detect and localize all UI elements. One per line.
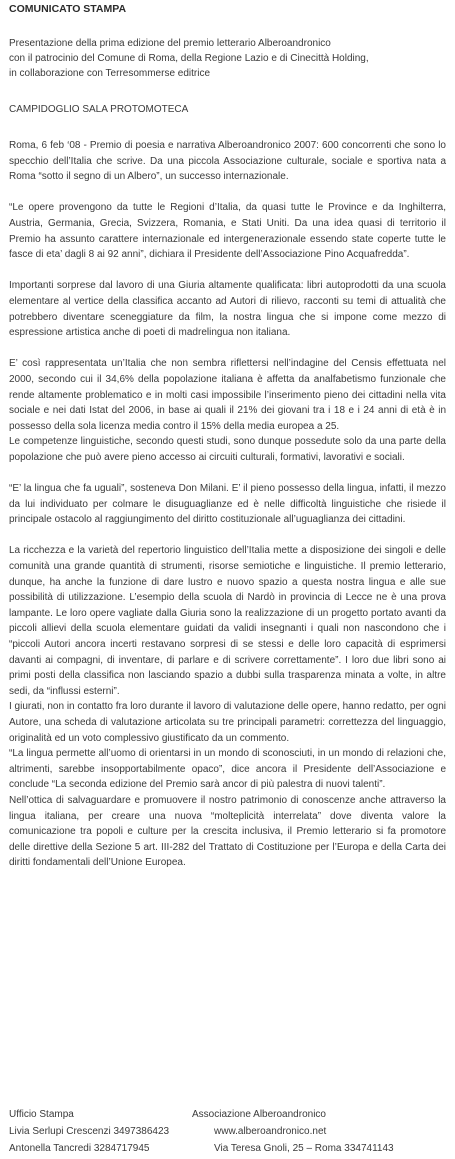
intro-line: con il patrocinio del Comune di Roma, della Regione Lazio e di Cinecittà Holding, [9,53,369,64]
press-contact: Livia Serlupi Crescenzi 3497386423 [9,1126,170,1137]
page-title: COMUNICATO STAMPA [9,3,127,15]
body-paragraph: I giurati, non in contatto fra loro durante il lavoro di valutazione delle opere, hanno redatto, per ogni Autore, una scheda di valutazione articolata su tre principali parametri: correttezza del linguaggio, originalità ed un voto complessivo giustificato da un commento. [9,701,446,744]
association-name: Associazione Alberoandronico [192,1109,326,1120]
body-paragraph: Roma, 6 feb ‘08 - Premio di poesia e narrativa Alberoandronico 2007: 600 concorrenti che sono lo specchio dell’Italia che scrive. Da una piccola Associazione culturale, sociale e sportiva nata a Roma “sotto il segno di un Albero”, un successo internazionale. [9,140,446,183]
event-location: CAMPIDOGLIO SALA PROTOMOTECA [9,104,189,115]
intro-block [9,36,446,81]
press-office-contacts [9,1106,192,1157]
body-paragraph: “La lingua permette all’uomo di orientarsi in un mondo di sconosciuti, in un mondo di relazioni che, altrimenti, sarebbe insopportabilmente opaco”, dice ancora il Presidente dell’Associazione e conclude “La seconda edizione del Premio sarà ancor di più palestra di nuovi talenti”. [9,748,446,791]
association-website[interactable]: www.alberoandronico.net [214,1126,327,1137]
body-paragraph: Importanti sorprese dal lavoro di una Giuria altamente qualificata: libri autoprodotti da una scuola elementare al vertice della classifica accanto ad Autori di rilievo, racconti su temi di attualità che potrebbero diventare sceneggiature da film, la nostra lingua che si impone come mezzo di espressione artistica anche di poeti di madrelingua non italiana. [9,280,446,339]
body-paragraph: Nell’ottica di salvaguardare e promuovere il nostro patrimonio di conoscenze anche attraverso la lingua italiana, per creare una nuova “molteplicità interrelata” dove diventa valore la comunicazione tra popoli e culture per la crescita inclusiva, il Premio letterario si fa promotore delle direttive della Sezione 5 art. III-282 del Trattato di Costituzione per l’Europa e della Carta dei diritti fondamentali dell’Unione Europea. [9,794,446,869]
body-paragraph: “Le opere provengono da tutte le Regioni d’Italia, da quasi tutte le Province e da Inghilterra, Austria, Germania, Grecia, Svizzera, Romania, e Stati Uniti. Da una idea quasi di territorio il Premio ha assunto carattere internazionale ed intergenerazionale essendo state coperte tutte le fasce di eta’ dagli 8 ai 92 anni”, dichiara il Presidente dell’Associazione Pino Acquafredda”. [9,202,446,261]
press-office-label: Ufficio Stampa [9,1109,74,1120]
body-paragraph: Le competenze linguistiche, secondo questi studi, sono dunque possedute solo da una parte della popolazione che può avere pieno accesso ai circuiti culturali, formativi, lavorativi e sociali. [9,436,446,463]
association-address: Via Teresa Gnoli, 25 – Roma 334741143 [214,1143,394,1154]
body-paragraph: E’ così rappresentata un’Italia che non sembra riflettersi nell’indagine del Censis effettuata nel 2000, secondo cui il 34,6% della popolazione italiana è affetta da analfabetismo funzionale che rende altamente problematico e in molti casi impossibile l’inserimento pieno dei cittadini nella vita sociale e nei dati Istat del 2006, in base ai quali il 21% dei giovani tra i 18 e i 24 anni di età è in possesso della sola licenza media contro il 15% della media europea a 25. [9,358,446,432]
press-contact: Antonella Tancredi 3284717945 [9,1143,150,1154]
association-contacts [192,1106,449,1157]
contact-footer [9,1106,449,1157]
intro-line: Presentazione della prima edizione del premio letterario Alberoandronico [9,38,331,49]
intro-line: in collaborazione con Terresommerse editrice [9,68,211,79]
body-paragraph: “E’ la lingua che fa uguali”, sosteneva Don Milani. E’ il pieno possesso della lingua, infatti, il mezzo da lui individuato per colmare le disuguaglianze ed è nelle difficoltà linguistiche che risiede il principale ostacolo al raggiungimento del diritto costituzionale all’uguaglianza dei cittadini. [9,483,446,526]
body-paragraph: La ricchezza e la varietà del repertorio linguistico dell’Italia mette a disposizione dei singoli e delle comunità una grande quantità di strumenti, risorse semiotiche e linguistiche. Il premio letterario, dunque, ha anche la funzione di dare lustro e nuovo spazio a questa nostra lingua e alle sue possibilità di utilizzazione. L’esempio della scuola di Nardò in provincia di Lecce ne è una prova lampante. Le loro opere vagliate dalla Giuria sono la realizzazione di un progetto portato avanti da piccoli allievi della scuola elementare guidati da validi insegnanti i quali non nascondono che i “piccoli Autori ancora incerti restavano sorpresi di se stessi e delle loro capacità di esprimersi davanti ai compagni, di inventare, di parlare e di scrivere correttamente”. I loro due libri sono ai primi posti della classifica non lasciando spazio a dubbi sulla trasparenza minata a volte, in altre sedi, da “influssi esterni”. [9,545,446,697]
